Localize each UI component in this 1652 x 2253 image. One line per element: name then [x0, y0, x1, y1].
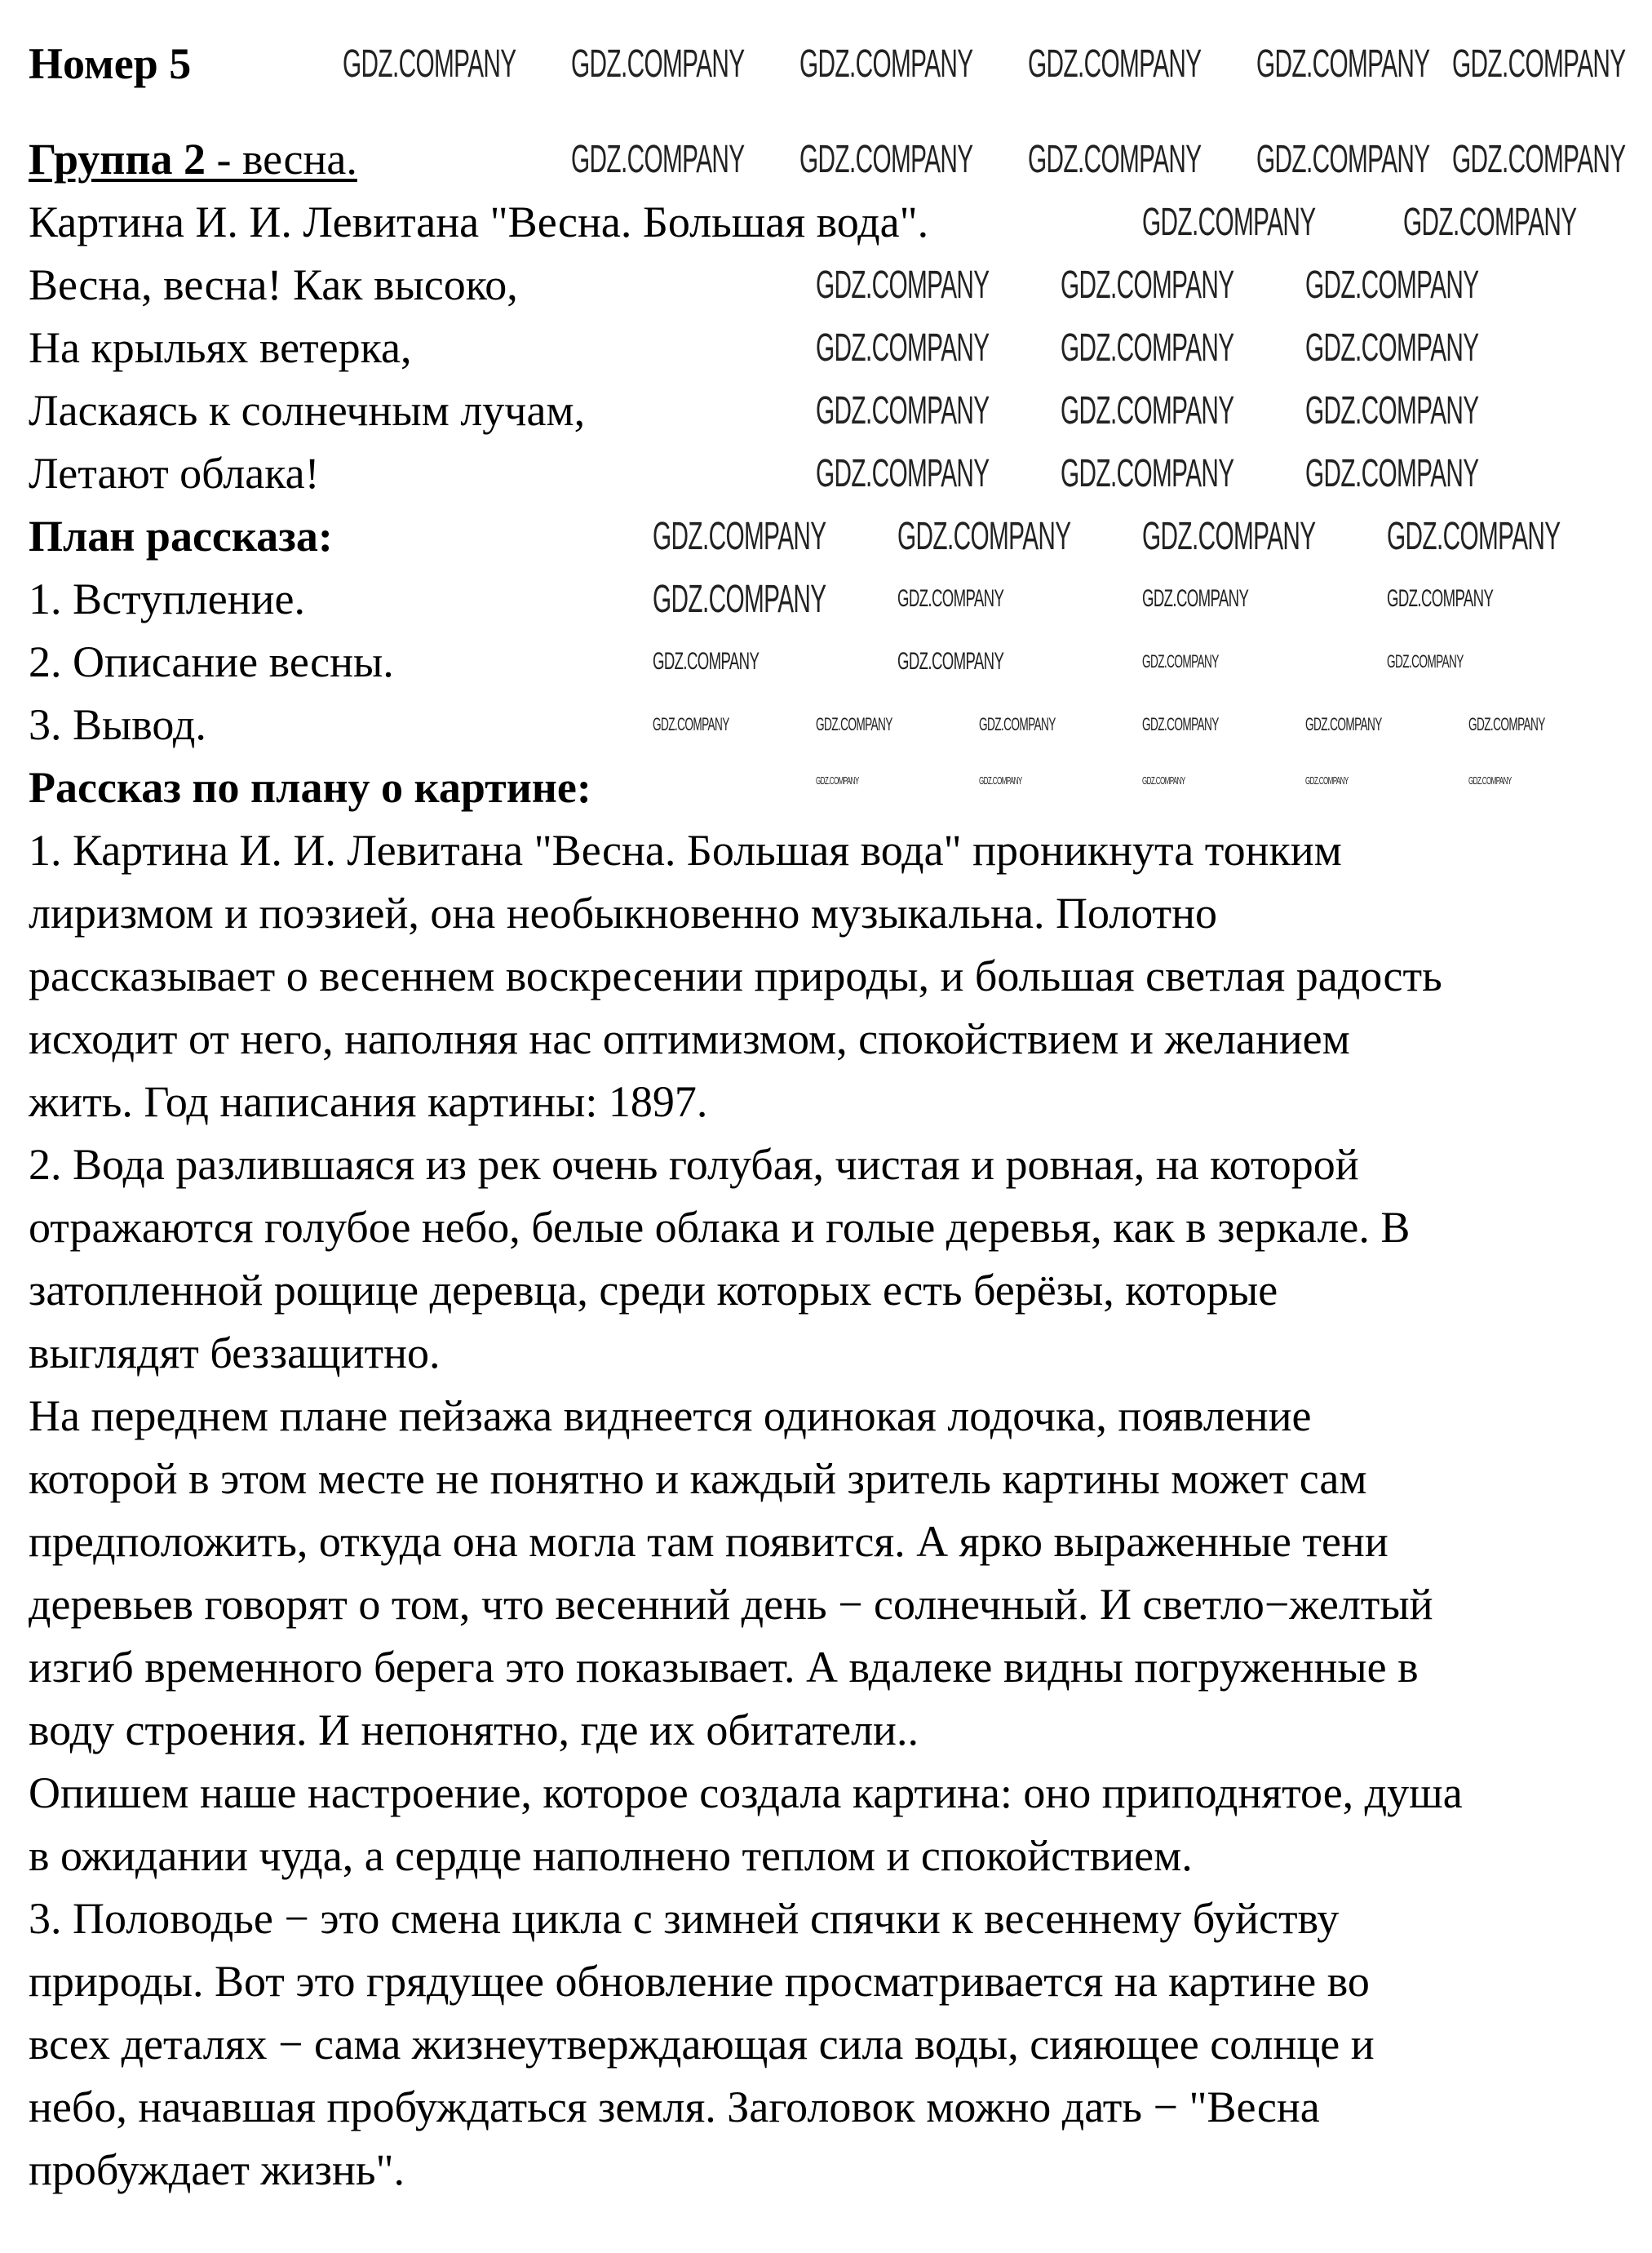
watermark: GDZ.COMPANY [799, 42, 973, 86]
story-line: отражаются голубое небо, белые облака и голые деревья, как в зеркале. В [29, 1203, 1411, 1252]
story-line: рассказывает о весеннем воскресении природы, и большая светлая радость [29, 951, 1442, 1000]
watermark: GDZ.COMPANY [1142, 515, 1316, 558]
watermark: GDZ.COMPANY [1452, 138, 1626, 181]
story-line: выглядят беззащитно. [29, 1328, 441, 1377]
watermark: GDZ.COMPANY [979, 714, 1056, 734]
story-line: Опишем наше настроение, которое создала картина: оно приподнятое, душа [29, 1768, 1463, 1817]
group-season: - весна. [206, 135, 357, 184]
story-line: жить. Год написания картины: 1897. [29, 1077, 708, 1126]
watermark: GDZ.COMPANY [816, 264, 990, 307]
watermark: GDZ.COMPANY [571, 138, 745, 181]
story-line: На переднем плане пейзажа виднеется одинокая лодочка, появление [29, 1391, 1312, 1440]
story-line: 1. Картина И. И. Левитана "Весна. Большая вода" проникнута тонким [29, 826, 1342, 875]
watermark: GDZ.COMPANY [1028, 42, 1202, 86]
watermark: GDZ.COMPANY [1305, 389, 1479, 432]
watermark: GDZ.COMPANY [1452, 42, 1626, 86]
watermark: GDZ.COMPANY [1387, 515, 1561, 558]
watermark: GDZ.COMPANY [653, 714, 729, 734]
story-line: которой в этом месте не понятно и каждый зритель картины может сам [29, 1454, 1367, 1503]
watermark: GDZ.COMPANY [1305, 452, 1479, 495]
watermark: GDZ.COMPANY [1142, 585, 1249, 612]
watermark: GDZ.COMPANY [897, 648, 1004, 675]
plan-item: 1. Вступление. [29, 574, 305, 623]
story-line: небо, начавшая пробуждаться земля. Заголовок можно дать − "Весна [29, 2082, 1320, 2131]
watermark: GDZ.COMPANY [1468, 714, 1545, 734]
watermark: GDZ.COMPANY [979, 774, 1022, 787]
watermark: GDZ.COMPANY [1387, 585, 1494, 612]
watermark: GDZ.COMPANY [653, 578, 826, 621]
watermark: GDZ.COMPANY [816, 452, 990, 495]
watermark: GDZ.COMPANY [1468, 774, 1512, 787]
story-line: лиризмом и поэзией, она необыкновенно музыкальна. Полотно [29, 889, 1218, 938]
watermark: GDZ.COMPANY [1142, 651, 1219, 672]
watermark: GDZ.COMPANY [1305, 774, 1349, 787]
watermark: GDZ.COMPANY [1305, 714, 1382, 734]
story-line: природы. Вот это грядущее обновление просматривается на картине во [29, 1957, 1370, 2006]
poem-line: Летают облака! [29, 449, 320, 498]
watermark: GDZ.COMPANY [1061, 389, 1234, 432]
watermark: GDZ.COMPANY [1142, 774, 1185, 787]
watermark: GDZ.COMPANY [1142, 201, 1316, 244]
watermark: GDZ.COMPANY [897, 585, 1004, 612]
watermark: GDZ.COMPANY [653, 515, 826, 558]
story-line: изгиб временного берега это показывает. А вдалеке видны погруженные в [29, 1643, 1419, 1692]
plan-item: 3. Вывод. [29, 700, 206, 749]
story-line: деревьев говорят о том, что весенний день − солнечный. И светло−желтый [29, 1580, 1433, 1629]
poem-line: Весна, весна! Как высоко, [29, 260, 518, 309]
watermark: GDZ.COMPANY [1061, 326, 1234, 370]
watermark: GDZ.COMPANY [897, 515, 1071, 558]
watermark: GDZ.COMPANY [1403, 201, 1577, 244]
story-line: предположить, откуда она могла там появится. А ярко выраженные тени [29, 1517, 1388, 1566]
watermark: GDZ.COMPANY [816, 389, 990, 432]
story-line: пробуждает жизнь". [29, 2145, 405, 2194]
watermark: GDZ.COMPANY [1028, 138, 1202, 181]
plan-heading: План рассказа: [29, 512, 333, 561]
story-line: затопленной рощице деревца, среди которых есть берёзы, которые [29, 1266, 1278, 1315]
watermark: GDZ.COMPANY [571, 42, 745, 86]
watermark: GDZ.COMPANY [816, 326, 990, 370]
story-line: 3. Половодье − это смена цикла с зимней спячки к весеннему буйству [29, 1894, 1340, 1943]
watermark: GDZ.COMPANY [1256, 138, 1430, 181]
watermark: GDZ.COMPANY [1256, 42, 1430, 86]
watermark: GDZ.COMPANY [1387, 651, 1464, 672]
plan-item: 2. Описание весны. [29, 637, 394, 686]
story-line: в ожидании чуда, а сердце наполнено теплом и спокойствием. [29, 1831, 1193, 1880]
watermark: GDZ.COMPANY [799, 138, 973, 181]
watermark: GDZ.COMPANY [1142, 714, 1219, 734]
watermark: GDZ.COMPANY [1061, 264, 1234, 307]
group-heading [29, 128, 357, 191]
watermark: GDZ.COMPANY [816, 714, 892, 734]
watermark: GDZ.COMPANY [1061, 452, 1234, 495]
story-line: исходит от него, наполняя нас оптимизмом, спокойствием и желанием [29, 1014, 1350, 1063]
document-body [29, 33, 1463, 2202]
poem-intro: Картина И. И. Левитана "Весна. Большая вода". [29, 197, 929, 246]
page-title: Номер 5 [29, 39, 192, 88]
watermark: GDZ.COMPANY [1305, 264, 1479, 307]
watermark: GDZ.COMPANY [653, 648, 760, 675]
poem-line: Ласкаясь к солнечным лучам, [29, 386, 586, 435]
story-line: всех деталях − сама жизнеутверждающая сила воды, сияющее солнце и [29, 2020, 1375, 2069]
story-heading: Рассказ по плану о картине: [29, 763, 591, 812]
poem-line: На крыльях ветерка, [29, 323, 412, 372]
watermark: GDZ.COMPANY [816, 774, 859, 787]
watermark: GDZ.COMPANY [343, 42, 516, 86]
story-line: воду строения. И непонятно, где их обитатели.. [29, 1705, 919, 1754]
story-line: 2. Вода разлившаяся из рек очень голубая, чистая и ровная, на которой [29, 1140, 1359, 1189]
group-label: Группа 2 [29, 135, 206, 184]
watermark: GDZ.COMPANY [1305, 326, 1479, 370]
